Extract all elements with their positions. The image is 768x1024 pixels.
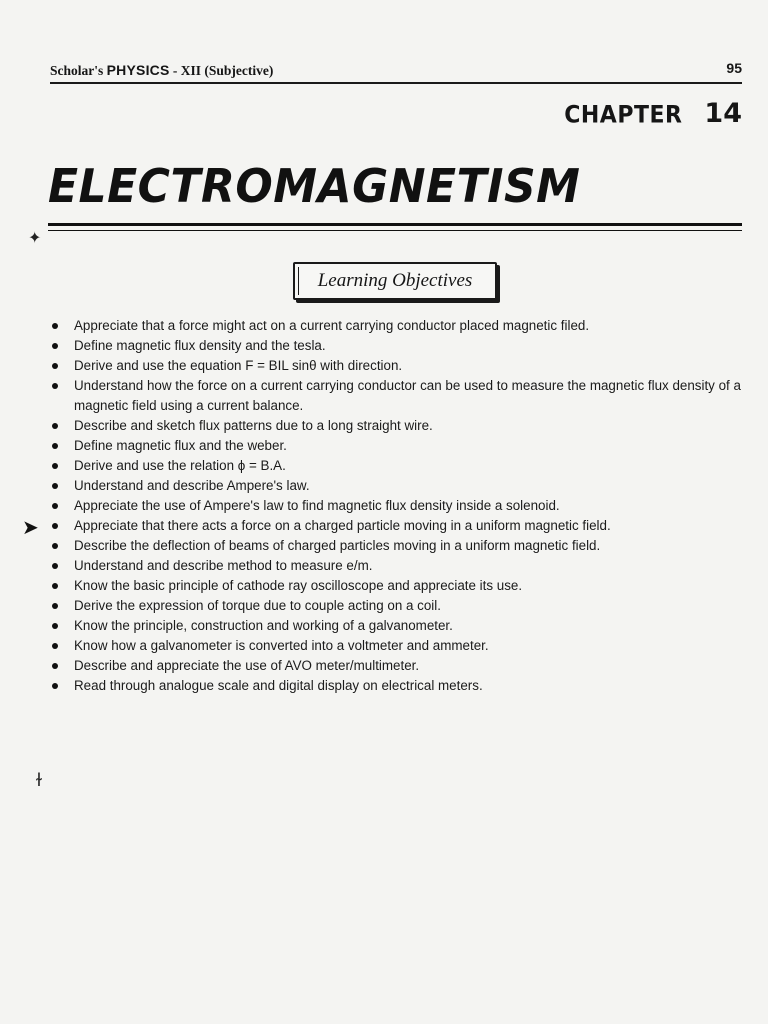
margin-arrow-mark: ➤ [22, 517, 39, 539]
margin-pen-mark: ɫ [36, 770, 42, 790]
book-prefix: Scholar's [50, 63, 104, 78]
objective-item: Appreciate that a force might act on a current carrying conductor placed magnetic filed. [48, 316, 748, 336]
chapter-label: CHAPTER [564, 101, 683, 130]
objective-item: Describe and sketch flux patterns due to a long straight wire. [48, 416, 748, 436]
objective-item: Describe the deflection of beams of charged particles moving in a uniform magnetic field. [48, 536, 748, 556]
objective-item: Derive and use the relation ϕ = B.A. [48, 456, 748, 476]
title-rule [48, 223, 742, 231]
objective-item: Derive and use the equation F = BIL sinθ with direction. [48, 356, 748, 376]
objective-item: Know the principle, construction and working of a galvanometer. [48, 616, 748, 636]
objective-item: Know the basic principle of cathode ray oscilloscope and appreciate its use. [48, 576, 748, 596]
chapter-title: ELECTROMAGNETISM [48, 160, 581, 214]
objective-item: Appreciate the use of Ampere's law to find magnetic flux density inside a solenoid. [48, 496, 748, 516]
objective-item: Describe and appreciate the use of AVO meter/multimeter. [48, 656, 748, 676]
objective-item: Define magnetic flux density and the tesla. [48, 336, 748, 356]
section-title: Learning Objectives [317, 270, 473, 291]
book-suffix: - XII (Subjective) [172, 63, 274, 78]
objective-item: Read through analogue scale and digital display on electrical meters. [48, 676, 748, 696]
page-number: 95 [726, 60, 742, 76]
objective-item: Appreciate that there acts a force on a charged particle moving in a uniform magnetic field. [48, 516, 748, 536]
book-subject: PHYSICS [106, 62, 170, 78]
objective-item: Understand and describe Ampere's law. [48, 476, 748, 496]
objective-item: Understand how the force on a current carrying conductor can be used to measure the magnetic flux density of a magnetic field using a current balance. [48, 376, 748, 416]
objective-item: Define magnetic flux and the weber. [48, 436, 748, 456]
margin-star-mark: ✦ [28, 230, 42, 247]
chapter-heading [564, 98, 742, 134]
learning-objectives-box [293, 262, 497, 300]
objective-item: Derive the expression of torque due to couple acting on a coil. [48, 596, 748, 616]
header-rule [50, 82, 742, 84]
objective-item: Understand and describe method to measure e/m. [48, 556, 748, 576]
running-header [50, 60, 742, 82]
objective-item: Know how a galvanometer is converted into a voltmeter and ammeter. [48, 636, 748, 656]
chapter-number: 14 [704, 98, 742, 129]
book-title [50, 62, 273, 79]
objectives-list [48, 316, 748, 696]
